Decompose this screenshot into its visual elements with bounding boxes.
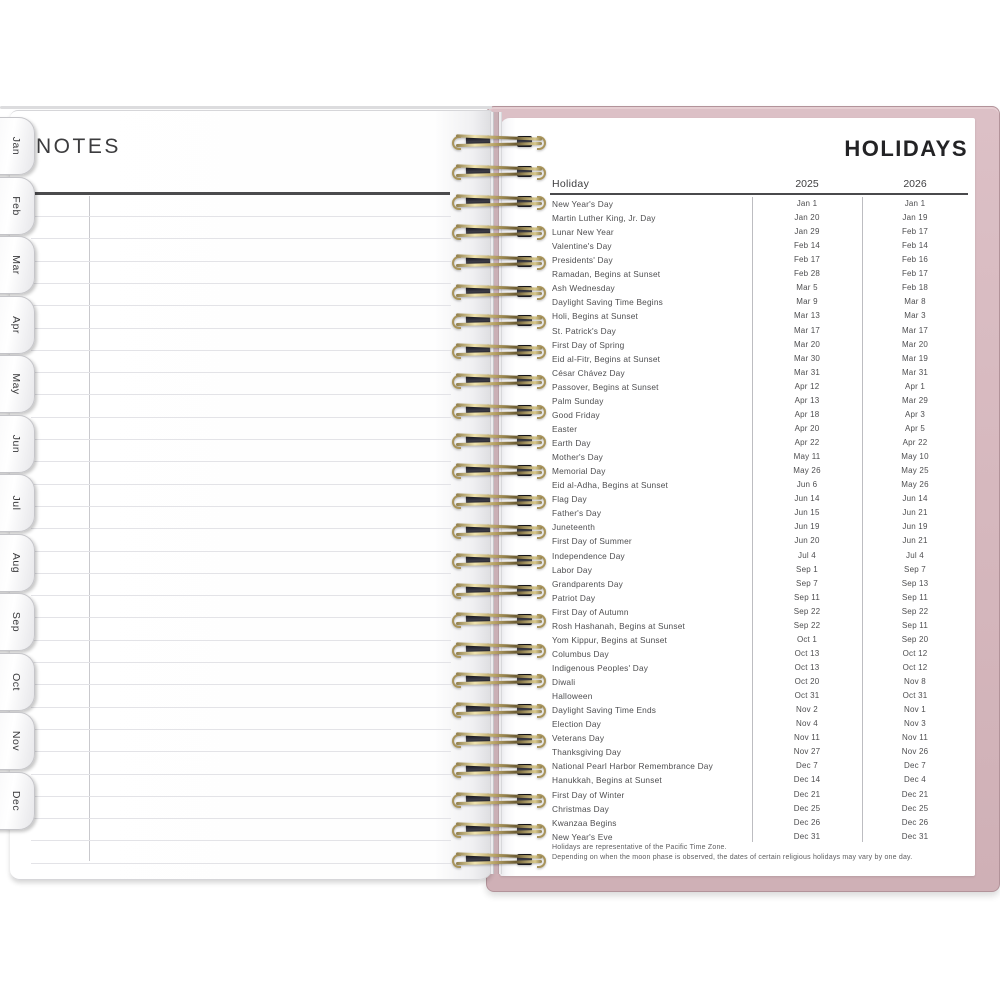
holiday-date-2025: Jan 1 xyxy=(796,199,818,208)
month-tab-label: May xyxy=(10,373,22,395)
wire-coil xyxy=(452,462,546,478)
holiday-date-2026: Apr 3 xyxy=(904,409,926,419)
holiday-date-2026: Jul 4 xyxy=(906,550,924,560)
column-header-2026: 2026 xyxy=(903,178,927,190)
ruled-line xyxy=(31,707,451,708)
month-tab-dec xyxy=(0,772,35,830)
wire-coil xyxy=(452,402,546,418)
holiday-name: Holi, Begins at Sunset xyxy=(552,311,639,322)
holiday-date-2025: Jun 20 xyxy=(794,536,820,546)
ruled-line xyxy=(31,818,451,819)
ruled-line xyxy=(31,528,451,529)
holiday-name: Daylight Saving Time Ends xyxy=(552,705,657,716)
coil-loop-left xyxy=(452,794,461,808)
wire-coil xyxy=(452,163,546,179)
month-tab-label: Jun xyxy=(10,434,22,453)
holiday-name: New Year's Eve xyxy=(552,831,613,842)
holiday-date-2026: Feb 17 xyxy=(901,227,929,237)
holiday-name: Palm Sunday xyxy=(552,395,604,406)
wire-coil xyxy=(452,342,546,358)
month-tab-label: Jul xyxy=(10,495,22,511)
ruled-line xyxy=(31,238,451,239)
holiday-date-2026: Sep 11 xyxy=(902,620,928,630)
holiday-row xyxy=(550,522,968,536)
holiday-date-2026: Sep 13 xyxy=(901,578,929,588)
holiday-name: New Year's Day xyxy=(552,199,614,209)
ruled-line xyxy=(31,484,451,485)
holiday-name: Presidents' Day xyxy=(552,255,613,266)
coil-loop-left xyxy=(452,465,461,479)
holiday-row xyxy=(550,804,968,818)
ruled-line xyxy=(31,751,451,752)
holiday-date-2026: Jan 19 xyxy=(902,213,928,223)
holiday-row xyxy=(550,438,968,452)
holiday-date-2025: Mar 31 xyxy=(793,367,821,377)
holiday-name: First Day of Autumn xyxy=(552,606,629,617)
holiday-date-2025: Mar 9 xyxy=(796,297,818,307)
month-tab-label: Feb xyxy=(10,195,22,216)
holiday-date-2025: Dec 31 xyxy=(793,831,821,841)
holiday-row xyxy=(550,326,968,340)
wire-coil xyxy=(452,761,546,777)
wire-coil xyxy=(452,731,546,747)
holiday-date-2026: May 26 xyxy=(901,480,929,490)
month-tab-aug xyxy=(0,534,35,592)
ruled-line xyxy=(31,551,451,552)
coil-loop-left xyxy=(452,226,461,240)
footnote-line: Depending on when the moon phase is observed, the dates of certain religious holidays may vary by one day. xyxy=(552,853,913,861)
holiday-name: Christmas Day xyxy=(552,803,609,814)
wire-coil xyxy=(452,851,546,867)
holiday-name: Election Day xyxy=(552,719,601,730)
holiday-row xyxy=(550,607,968,621)
holiday-date-2025: Feb 14 xyxy=(793,241,821,251)
wire-coil xyxy=(452,552,546,568)
footnote-line: Holidays are representative of the Pacific Time Zone. xyxy=(552,844,727,851)
holiday-date-2026: Jun 19 xyxy=(902,522,928,532)
holiday-date-2026: Dec 21 xyxy=(901,789,929,799)
holiday-row xyxy=(550,691,968,705)
holiday-date-2026: Nov 26 xyxy=(901,747,929,757)
month-tab-feb xyxy=(0,177,35,235)
holiday-name: Memorial Day xyxy=(552,466,606,477)
holiday-date-2026: Oct 31 xyxy=(902,691,928,701)
ruled-line xyxy=(31,617,451,618)
month-tab-label: Dec xyxy=(10,790,22,811)
month-tab-label: Sep xyxy=(10,611,22,633)
holiday-name: Passover, Begins at Sunset xyxy=(552,381,659,392)
ruled-line xyxy=(31,684,451,685)
holiday-name: First Day of Summer xyxy=(552,536,632,547)
wire-coil xyxy=(452,193,546,209)
holiday-name: First Day of Winter xyxy=(552,789,625,800)
holiday-date-2026: Sep 22 xyxy=(901,606,929,616)
holiday-date-2025: Oct 31 xyxy=(794,691,820,701)
holiday-name: St. Patrick's Day xyxy=(552,325,616,336)
holiday-date-2025: Jan 20 xyxy=(794,213,820,223)
coil-loop-left xyxy=(452,824,461,838)
holiday-date-2026: Dec 26 xyxy=(901,817,929,827)
holiday-date-2025: Mar 13 xyxy=(793,311,821,321)
coil-loop-left xyxy=(452,256,461,270)
holiday-name: Hanukkah, Begins at Sunset xyxy=(552,775,662,786)
holiday-row xyxy=(550,410,968,424)
notes-header-rule xyxy=(32,192,450,195)
holiday-date-2026: Jun 21 xyxy=(902,508,928,518)
holiday-name: Eid al-Fitr, Begins at Sunset xyxy=(552,353,661,364)
holiday-row xyxy=(550,269,968,283)
holiday-date-2026: Feb 16 xyxy=(901,255,929,265)
month-tab-label: Aug xyxy=(10,552,22,573)
holiday-date-2026: Nov 3 xyxy=(904,719,926,729)
ruled-line xyxy=(31,328,451,329)
holiday-date-2025: Jun 14 xyxy=(794,494,820,504)
month-tab-apr xyxy=(0,296,35,354)
holiday-date-2025: Dec 21 xyxy=(793,789,821,799)
notes-page xyxy=(10,110,493,880)
holiday-name: Mother's Day xyxy=(552,452,604,463)
holiday-date-2025: Sep 11 xyxy=(794,592,820,602)
holiday-name: Thanksgiving Day xyxy=(552,747,622,758)
holiday-row xyxy=(550,297,968,311)
holiday-date-2025: Mar 5 xyxy=(796,283,818,293)
ruled-line xyxy=(31,439,451,440)
holiday-row xyxy=(550,213,968,227)
holiday-name: Ramadan, Begins at Sunset xyxy=(552,269,661,280)
holiday-date-2025: Apr 12 xyxy=(794,381,820,391)
month-tab-label: Nov xyxy=(10,730,22,752)
holiday-name: Labor Day xyxy=(552,564,593,575)
holiday-name: César Chávez Day xyxy=(552,367,625,378)
holiday-row xyxy=(550,593,968,607)
month-tab-mar xyxy=(0,236,35,294)
holiday-date-2025: Apr 20 xyxy=(794,423,820,433)
holiday-date-2025: Mar 17 xyxy=(793,325,821,335)
holiday-date-2025: Apr 18 xyxy=(794,409,820,419)
holiday-date-2025: Jan 29 xyxy=(794,227,820,237)
notes-page-title: NOTES xyxy=(36,135,121,158)
holiday-name: Eid al-Adha, Begins at Sunset xyxy=(552,480,669,491)
ruled-line xyxy=(31,640,451,641)
holiday-name: Yom Kippur, Begins at Sunset xyxy=(552,634,668,645)
month-tab-oct xyxy=(0,653,35,711)
holiday-row xyxy=(550,382,968,396)
column-header-holiday: Holiday xyxy=(552,178,590,190)
month-tab-jun xyxy=(0,415,35,473)
ruled-line xyxy=(31,305,451,306)
holiday-name: Veterans Day xyxy=(552,733,605,744)
holiday-date-2025: Oct 20 xyxy=(794,677,820,687)
holiday-date-2026: Apr 22 xyxy=(902,438,928,448)
wire-coil xyxy=(452,312,546,328)
ruled-line xyxy=(31,394,451,395)
wire-coil xyxy=(452,432,546,448)
holiday-name: National Pearl Harbor Remembrance Day xyxy=(552,761,713,772)
holiday-date-2026: Mar 29 xyxy=(901,395,929,405)
ruled-line xyxy=(31,662,451,663)
holiday-name: Columbus Day xyxy=(552,648,609,659)
ruled-line xyxy=(31,796,451,797)
ruled-line xyxy=(31,417,451,418)
holiday-date-2026: Mar 31 xyxy=(901,367,929,377)
holiday-row xyxy=(550,494,968,508)
wire-coil xyxy=(452,253,546,269)
holiday-date-2025: Nov 4 xyxy=(796,719,818,729)
holiday-date-2025: Sep 7 xyxy=(796,578,818,588)
holiday-row xyxy=(550,424,968,438)
holiday-row xyxy=(550,649,968,663)
holidays-table xyxy=(550,180,968,870)
holiday-date-2025: Dec 26 xyxy=(793,817,821,827)
holiday-row xyxy=(550,396,968,410)
ruled-line xyxy=(31,216,451,217)
coil-loop-left xyxy=(452,854,461,868)
holiday-name: Lunar New Year xyxy=(552,227,614,238)
holiday-row xyxy=(550,677,968,691)
holiday-date-2026: Nov 11 xyxy=(902,733,928,743)
holiday-name: Grandparents Day xyxy=(552,578,623,589)
holiday-date-2025: Oct 13 xyxy=(794,648,820,658)
holiday-date-2025: Sep 22 xyxy=(793,620,821,630)
holiday-name: Ash Wednesday xyxy=(552,283,615,294)
holiday-date-2026: Jun 14 xyxy=(902,494,928,504)
holiday-date-2026: Feb 14 xyxy=(901,241,929,251)
holiday-date-2026: Apr 5 xyxy=(904,423,926,433)
holiday-row xyxy=(550,818,968,832)
holiday-date-2025: Nov 27 xyxy=(793,747,821,757)
holiday-date-2025: Jun 19 xyxy=(794,522,820,532)
holiday-name: Good Friday xyxy=(552,409,600,420)
holiday-name: Indigenous Peoples' Day xyxy=(552,662,649,673)
holiday-name: First Day of Spring xyxy=(552,339,625,350)
ruled-line xyxy=(31,573,451,574)
holiday-date-2025: Jun 15 xyxy=(794,508,820,518)
holidays-page-title: HOLIDAYS xyxy=(844,136,968,161)
ruled-line xyxy=(31,863,451,864)
holiday-row xyxy=(550,340,968,354)
coil-loop-left xyxy=(452,764,461,778)
holiday-date-2026: Dec 4 xyxy=(904,775,926,785)
wire-coil xyxy=(452,821,546,837)
holiday-row xyxy=(550,241,968,255)
holiday-row xyxy=(550,705,968,719)
holiday-date-2026: Sep 11 xyxy=(902,592,928,602)
holiday-row xyxy=(550,663,968,677)
wire-coil xyxy=(452,283,546,299)
holiday-date-2025: Mar 30 xyxy=(793,353,821,363)
holiday-row xyxy=(550,551,968,565)
coil-loop-left xyxy=(452,495,461,509)
holidays-page xyxy=(500,118,975,876)
holiday-date-2025: May 11 xyxy=(793,452,821,462)
holiday-date-2025: Oct 13 xyxy=(794,662,820,672)
holiday-name: Rosh Hashanah, Begins at Sunset xyxy=(552,620,686,631)
holiday-date-2025: Jun 6 xyxy=(796,480,818,490)
holiday-name: Earth Day xyxy=(552,438,591,449)
holiday-row xyxy=(550,255,968,269)
holiday-date-2026: Sep 20 xyxy=(901,634,929,644)
holiday-row xyxy=(550,199,968,213)
ruled-line xyxy=(31,729,451,730)
holiday-date-2026: May 10 xyxy=(901,452,929,462)
holiday-name: Kwanzaa Begins xyxy=(552,817,617,828)
holiday-date-2025: Feb 28 xyxy=(793,269,821,279)
holiday-row xyxy=(550,621,968,635)
holiday-row xyxy=(550,480,968,494)
month-tab-may xyxy=(0,355,35,413)
holiday-date-2025: Jul 4 xyxy=(798,550,816,560)
holiday-date-2025: Feb 17 xyxy=(793,255,821,265)
holiday-date-2026: Mar 3 xyxy=(904,311,926,321)
ruled-line xyxy=(31,283,451,284)
holiday-date-2025: Nov 2 xyxy=(796,705,818,715)
coil-loop-left xyxy=(452,525,461,539)
ruled-line xyxy=(31,595,451,596)
wire-coil xyxy=(452,791,546,807)
holiday-date-2026: Oct 12 xyxy=(902,648,928,658)
ruled-line xyxy=(31,774,451,775)
holiday-date-2025: Dec 14 xyxy=(793,775,821,785)
holiday-date-2025: Sep 22 xyxy=(793,606,821,616)
wire-coil xyxy=(452,671,546,687)
holiday-date-2025: Dec 7 xyxy=(796,761,818,771)
holiday-row xyxy=(550,565,968,579)
ruled-line xyxy=(31,840,451,841)
holiday-date-2026: Feb 18 xyxy=(901,283,929,293)
month-tab-label: Jan xyxy=(10,136,22,156)
wire-coil xyxy=(452,641,546,657)
holiday-name: Daylight Saving Time Begins xyxy=(552,297,664,308)
holiday-row xyxy=(550,635,968,649)
holiday-date-2026: Feb 17 xyxy=(901,269,929,279)
column-header-2025: 2025 xyxy=(795,178,819,190)
page-stack-edge xyxy=(0,106,492,109)
holiday-date-2026: Nov 8 xyxy=(904,677,926,687)
holiday-row xyxy=(550,466,968,480)
holiday-name: Diwali xyxy=(552,677,576,688)
holiday-date-2025: Mar 20 xyxy=(793,339,821,349)
holiday-row xyxy=(550,508,968,522)
holiday-name: Flag Day xyxy=(552,494,587,505)
holiday-date-2025: Apr 22 xyxy=(794,438,820,448)
holiday-name: Halloween xyxy=(552,691,593,702)
holiday-date-2025: Sep 1 xyxy=(796,564,818,574)
holiday-date-2025: May 26 xyxy=(793,466,821,476)
holiday-date-2025: Apr 13 xyxy=(794,395,820,405)
wire-coil xyxy=(452,372,546,388)
holiday-name: Independence Day xyxy=(552,550,625,561)
holiday-name: Father's Day xyxy=(552,508,602,519)
coil-loop-left xyxy=(452,555,461,569)
holiday-row xyxy=(550,775,968,789)
coil-loop-left xyxy=(452,166,461,180)
ruled-line xyxy=(31,461,451,462)
month-tab-sep xyxy=(0,593,35,651)
ruled-line xyxy=(31,350,451,351)
holiday-name: Valentine's Day xyxy=(552,241,612,252)
holiday-date-2026: Mar 8 xyxy=(904,297,926,307)
holiday-name: Easter xyxy=(552,423,578,434)
holiday-date-2026: Oct 12 xyxy=(902,662,928,672)
table-footnotes xyxy=(552,843,962,862)
wire-coil xyxy=(452,223,546,239)
holiday-date-2026: Mar 20 xyxy=(901,339,929,349)
wire-coil xyxy=(452,492,546,508)
holiday-row xyxy=(550,536,968,550)
holiday-date-2026: May 25 xyxy=(901,466,929,476)
holiday-date-2025: Nov 11 xyxy=(794,733,820,743)
wire-coil xyxy=(452,582,546,598)
ruled-line xyxy=(31,506,451,507)
holiday-date-2026: Dec 7 xyxy=(904,761,926,771)
holiday-row xyxy=(550,761,968,775)
holiday-row xyxy=(550,790,968,804)
holiday-row xyxy=(550,452,968,466)
coil-loop-left xyxy=(452,196,461,210)
ruled-line xyxy=(31,372,451,373)
holiday-date-2026: Dec 31 xyxy=(901,831,929,841)
ruled-line xyxy=(31,261,451,262)
holiday-row xyxy=(550,719,968,733)
holiday-date-2026: Mar 19 xyxy=(901,353,929,363)
month-tab-label: Oct xyxy=(10,672,22,691)
holiday-date-2025: Dec 25 xyxy=(793,803,821,813)
month-tab-nov xyxy=(0,712,35,770)
holiday-row xyxy=(550,579,968,593)
month-tab-label: Mar xyxy=(10,255,22,275)
table-header-rule xyxy=(550,193,968,195)
month-tab-jan xyxy=(0,117,35,175)
wire-coil xyxy=(452,611,546,627)
holiday-date-2026: Jun 21 xyxy=(902,536,928,546)
holiday-row xyxy=(550,368,968,382)
holiday-row xyxy=(550,311,968,325)
wire-coil xyxy=(452,522,546,538)
holiday-name: Patriot Day xyxy=(552,592,596,603)
wire-coil xyxy=(452,133,546,149)
holiday-date-2026: Apr 1 xyxy=(904,381,926,391)
holiday-row xyxy=(550,227,968,241)
coil-loop-left xyxy=(452,585,461,599)
holiday-date-2025: Oct 1 xyxy=(796,634,818,644)
holiday-name: Martin Luther King, Jr. Day xyxy=(552,213,656,224)
wire-coil xyxy=(452,701,546,717)
holiday-row xyxy=(550,283,968,297)
month-tab-jul xyxy=(0,474,35,532)
holiday-date-2026: Mar 17 xyxy=(901,325,929,335)
holiday-row xyxy=(550,747,968,761)
month-tab-label: Apr xyxy=(10,315,22,334)
holiday-date-2026: Dec 25 xyxy=(901,803,929,813)
holiday-date-2026: Nov 1 xyxy=(904,705,926,715)
holiday-name: Juneteenth xyxy=(552,522,596,533)
holiday-row xyxy=(550,733,968,747)
coil-loop-left xyxy=(452,286,461,300)
holiday-date-2026: Jan 1 xyxy=(904,199,926,208)
holiday-date-2026: Sep 7 xyxy=(904,564,926,574)
holiday-row xyxy=(550,354,968,368)
